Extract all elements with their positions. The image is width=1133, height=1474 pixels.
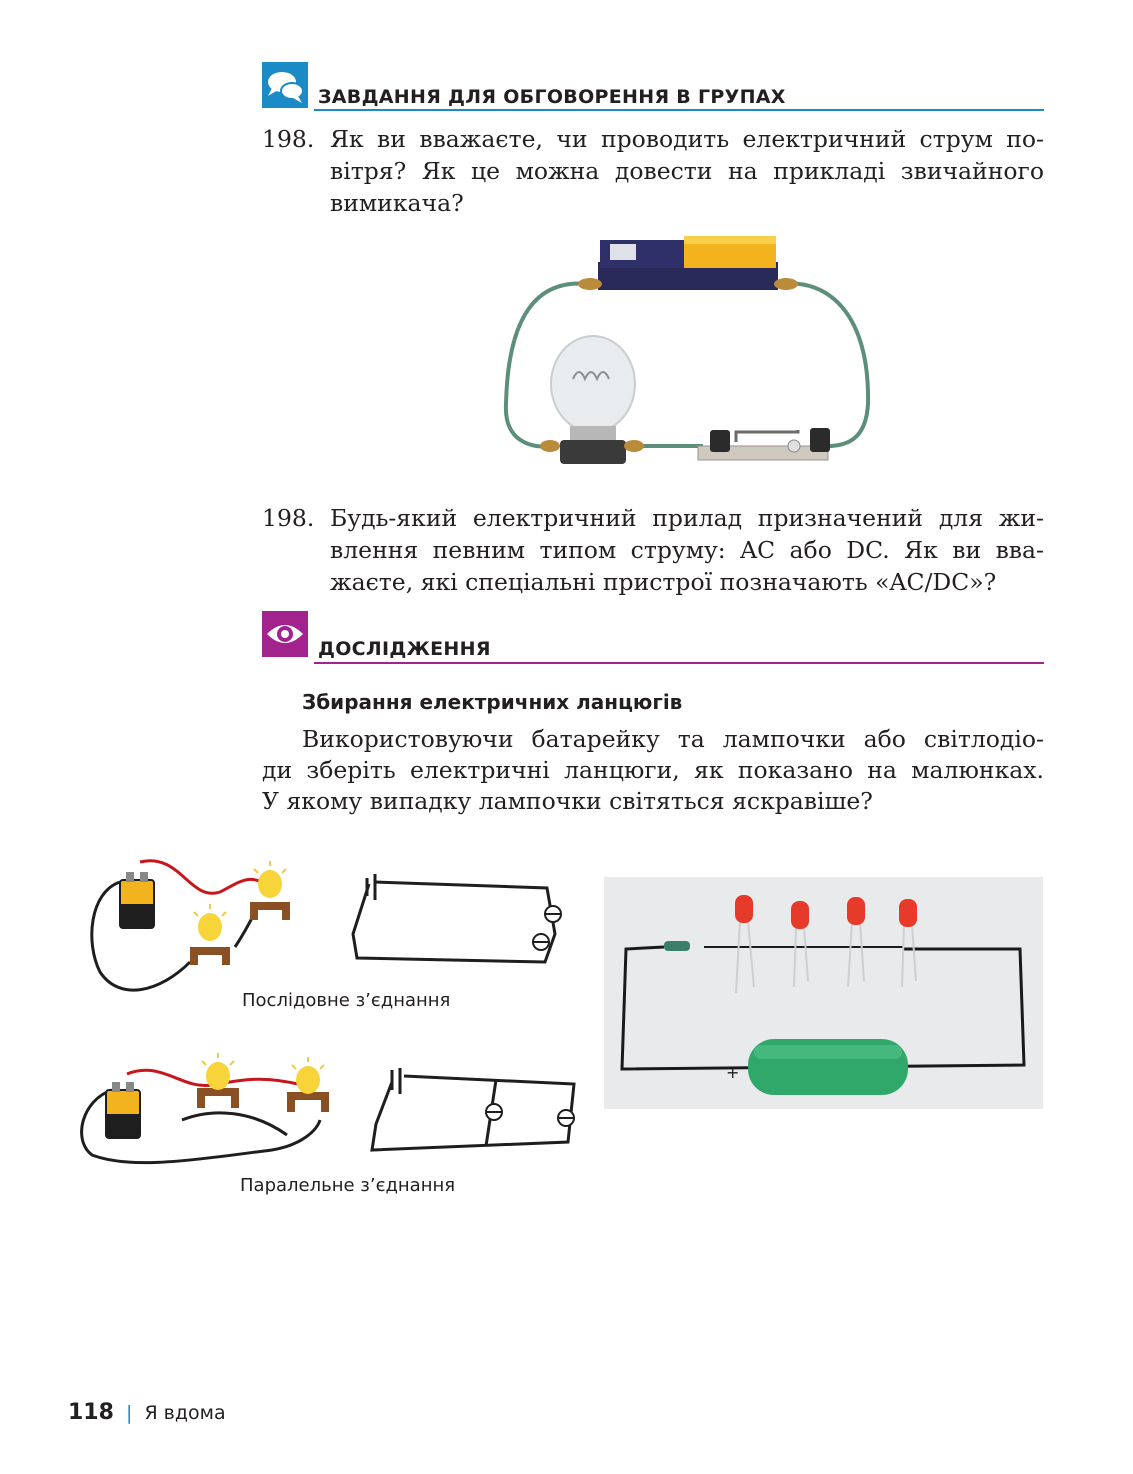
- question-1: [262, 123, 1044, 219]
- question-1-number: 198.: [262, 125, 315, 153]
- discussion-icon: [262, 62, 308, 108]
- research-line-3: У якому випадку лампочки світяться яскравіше?: [262, 787, 873, 815]
- research-title: ДОСЛІДЖЕННЯ: [318, 638, 491, 660]
- parallel-circuit-illustration: [72, 1050, 342, 1170]
- photo-plus-sign: +: [726, 1063, 740, 1082]
- question-2-line-1: Будь-який електричний прилад призначений для жи-: [330, 504, 1044, 532]
- question-2: [262, 502, 1044, 598]
- research-line-2: ди зберіть електричні ланцюги, як показано на малюнках.: [262, 756, 1044, 784]
- question-1-line-2: вітря? Як це можна довести на прикладі звичайного: [330, 157, 1044, 185]
- footer-separator: |: [125, 1402, 133, 1424]
- parallel-schematic: [362, 1068, 582, 1158]
- discussion-title: ЗАВДАННЯ ДЛЯ ОБГОВОРЕННЯ В ГРУПАХ: [318, 86, 786, 108]
- footer-section: Я вдома: [144, 1402, 226, 1424]
- question-1-line-1: Як ви вважаєте, чи проводить електричний струм по-: [330, 125, 1044, 153]
- question-2-number: 198.: [262, 504, 315, 532]
- series-caption: Послідовне з’єднання: [242, 990, 451, 1011]
- led-circuit-photo: [604, 877, 1043, 1109]
- series-circuit-illustration: [80, 842, 310, 1002]
- question-2-line-3: жаєте, які спеціальні пристрої позначають «AC/DC»?: [330, 568, 997, 596]
- research-text: [262, 724, 1044, 817]
- research-line-1: Використовуючи батарейку та лампочки або світлодіо-: [302, 725, 1044, 753]
- eye-icon: [262, 611, 308, 657]
- parallel-caption: Паралельне з’єднання: [240, 1175, 456, 1196]
- discussion-rule: [314, 109, 1044, 111]
- question-1-line-3: вимикача?: [330, 189, 464, 217]
- question-2-line-2: влення певним типом струму: AC або DC. Як ви вва-: [330, 536, 1044, 564]
- series-schematic: [345, 874, 567, 970]
- page-number: 118: [68, 1400, 114, 1425]
- circuit-illustration: [498, 234, 874, 470]
- page-footer: [68, 1400, 226, 1425]
- research-subtitle: Збирання електричних ланцюгів: [302, 690, 683, 714]
- research-rule: [314, 662, 1044, 664]
